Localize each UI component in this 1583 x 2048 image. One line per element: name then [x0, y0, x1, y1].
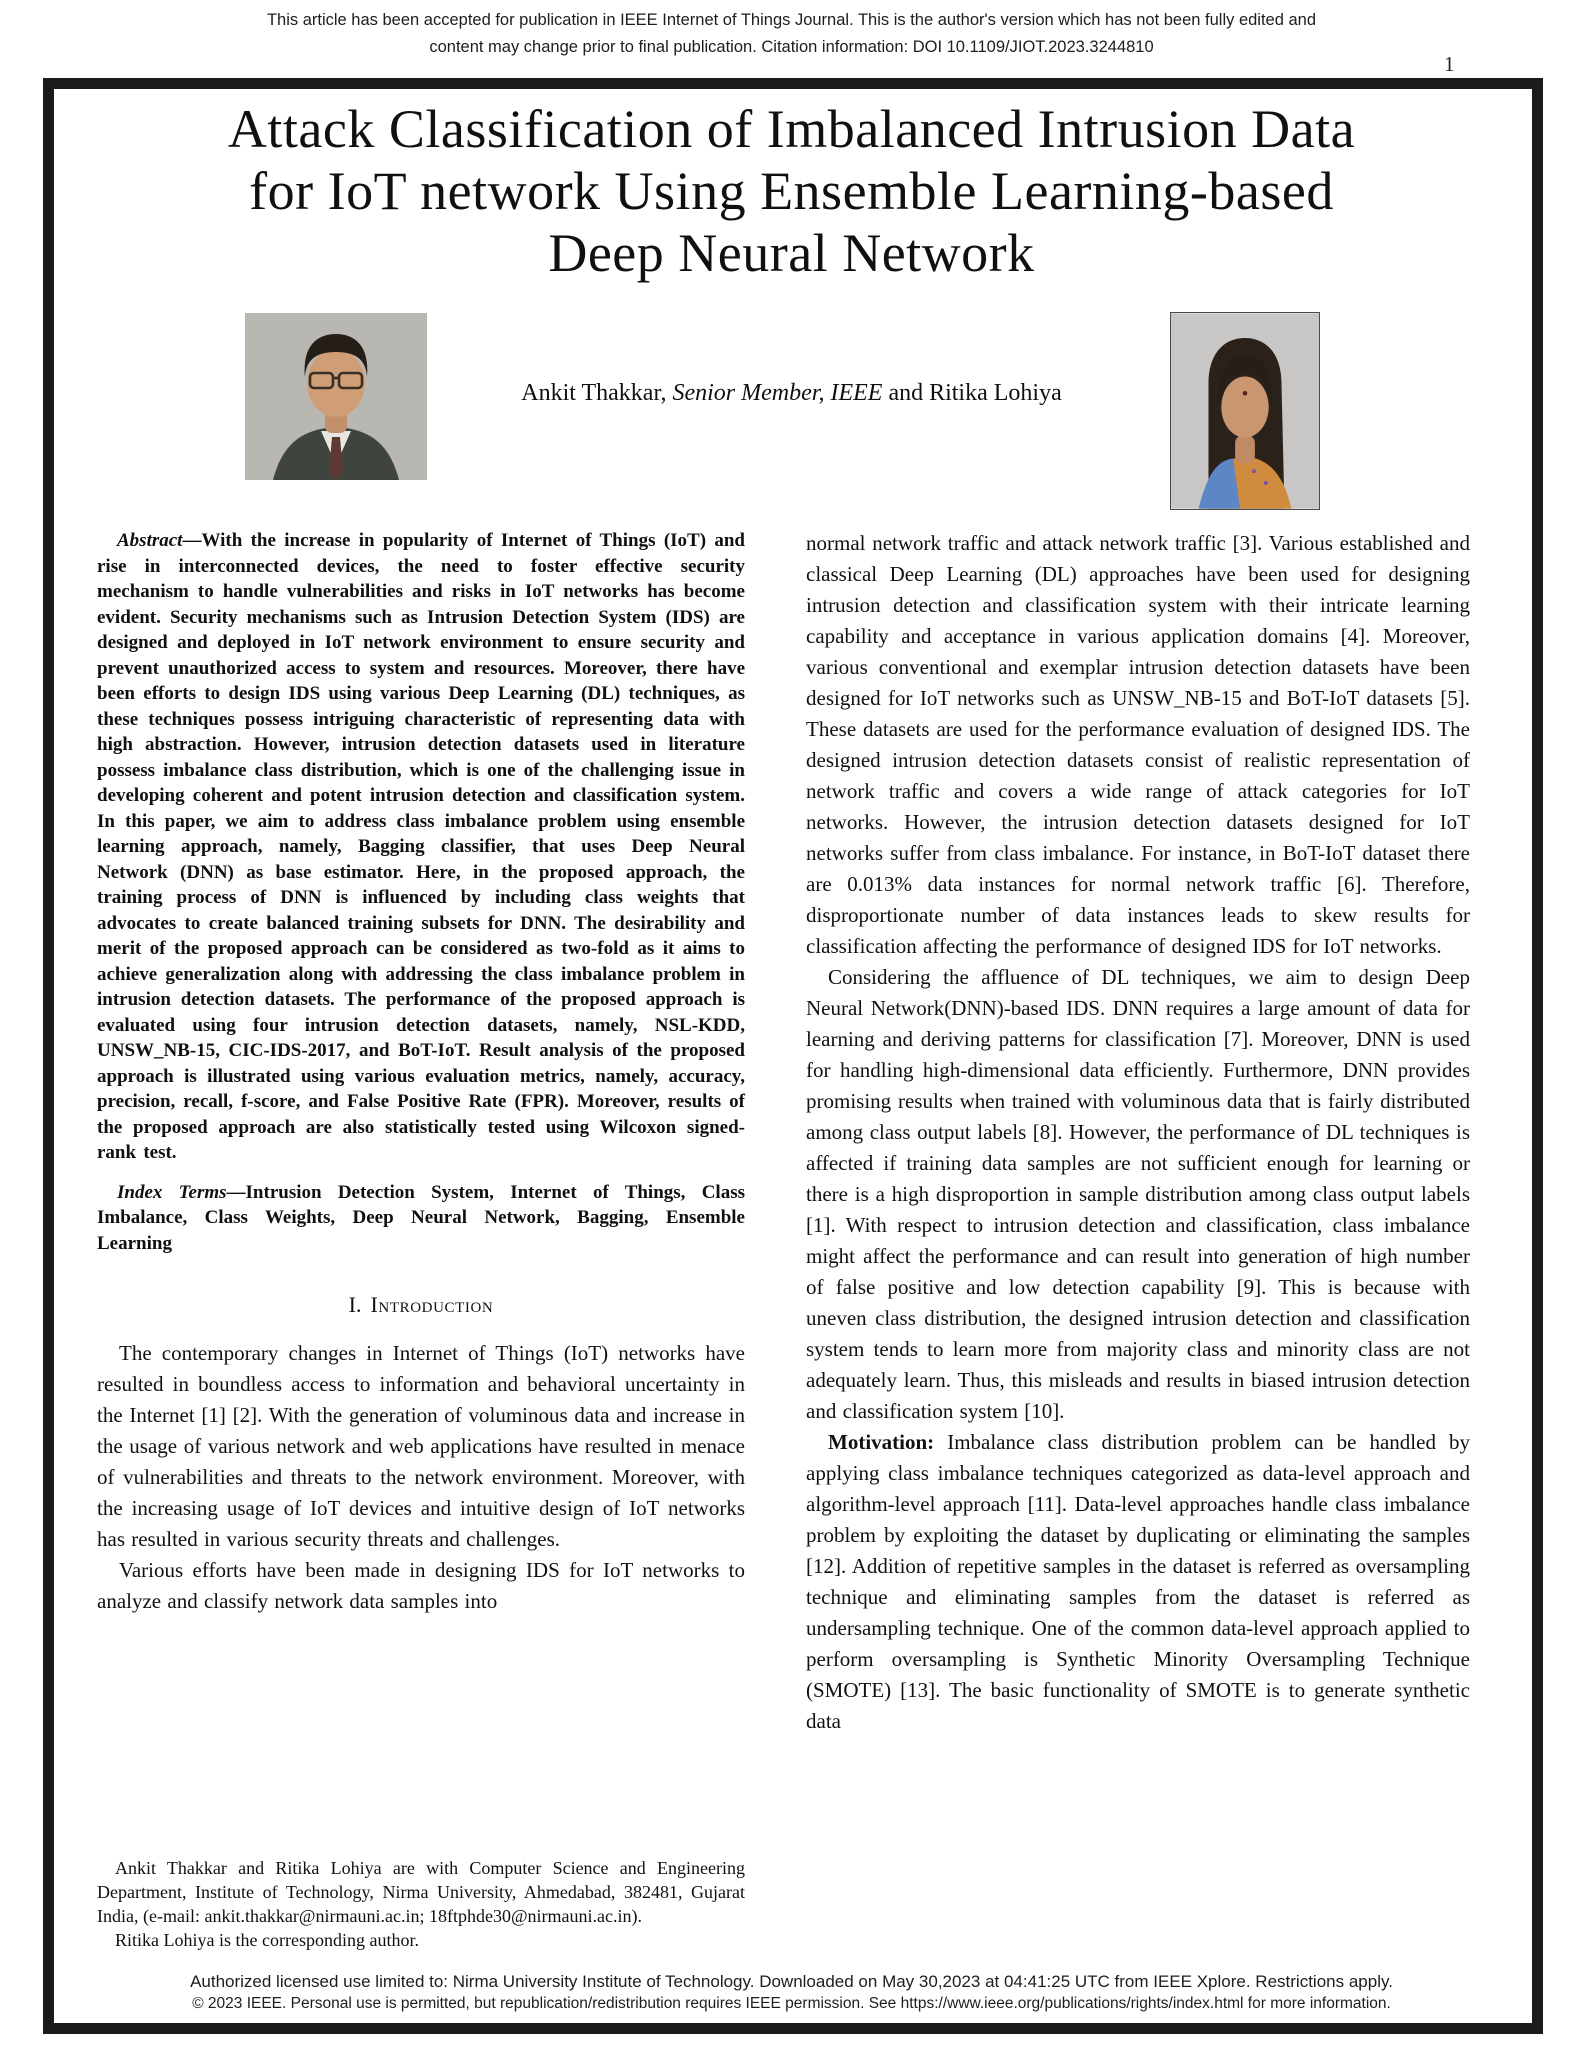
- left-column: [97, 528, 745, 1952]
- intro-paragraph-1: The contemporary changes in Internet of Things (IoT) networks have resulted in boundless access to information and behavioral uncertainty in the Internet [1] [2]. With the generation of voluminous data and increase in the usage of various network and web applications have resulted in menace of vulnerabilities and threats to the network environment. Moreover, with the increasing usage of IoT devices and intuitive design of IoT networks has resulted in various security threats and challenges.: [97, 1341, 745, 1551]
- author-photo-ritika-lohiya: [1170, 312, 1320, 510]
- section-title: Introduction: [370, 1292, 494, 1317]
- footnote-affiliation: Ankit Thakkar and Ritika Lohiya are with Computer Science and Engineering Department, Institute of Technology, Nirma University, Ahmedabad, 382481, Gujarat India, (e-mail: ankit.thakkar@nirmauni.ac.in; 18ftphde30@nirmauni.ac.in).: [97, 1858, 745, 1926]
- acceptance-notice-line-2: content may change prior to final publication. Citation information: DOI 10.1109/JIOT.2023.3244810: [429, 38, 1154, 56]
- abstract: [97, 528, 745, 1166]
- footnote-corresponding-author: Ritika Lohiya is the corresponding author.: [115, 1930, 419, 1950]
- motivation-text: Imbalance class distribution problem can be handled by applying class imbalance techniques categorized as data-level approach and algorithm-level approach [11]. Data-level approaches handle class imbalance problem by exploiting the dataset by duplicating or eliminating the samples [12]. Addition of repetitive samples in the dataset is referred as oversampling technique and eliminating samples from the dataset is referred as undersampling technique. One of the common data-level approach applied to perform oversampling is Synthetic Minority Oversampling Technique (SMOTE) [13]. The basic functionality of SMOTE is to generate synthetic data: [806, 1430, 1470, 1733]
- paper-title-line-1: Attack Classification of Imbalanced Intrusion Data: [227, 99, 1356, 159]
- author-photo-ankit-thakkar: [245, 313, 427, 480]
- motivation-label: Motivation:: [828, 1430, 935, 1454]
- right-column: [806, 528, 1470, 1737]
- index-terms-label: Index Terms: [117, 1181, 227, 1203]
- author-name-1: Ankit Thakkar,: [521, 380, 673, 406]
- paper-title-line-3: Deep Neural Network: [548, 223, 1035, 283]
- page-number: 1: [1444, 52, 1455, 76]
- section-number: I.: [348, 1292, 362, 1317]
- abstract-dash: —: [182, 530, 202, 551]
- index-terms-text: Intrusion Detection System, Internet of Things, Class Imbalance, Class Weights, Deep Neural Network, Bagging, Ensemble Learning: [97, 1181, 745, 1254]
- abstract-text: With the increase in popularity of Internet of Things (IoT) and rise in interconnected devices, the need to foster effective security mechanism to handle vulnerabilities and risks in IoT networks has become evident. Security mechanisms such as Intrusion Detection System (IDS) are designed and deployed in IoT network environment to ensure security and prevent unauthorized access to system and resources. Moreover, there have been efforts to design IDS using various Deep Learning (DL) techniques, as these techniques possess intriguing characteristic of representing data with high abstraction. However, intrusion detection datasets used in literature possess imbalance class distribution, which is one of the challenging issue in developing coherent and potent intrusion detection and classification system. In this paper, we aim to address class imbalance problem using ensemble learning approach, namely, Bagging classifier, that uses Deep Neural Network (DNN) as base estimator. Here, in the proposed approach, the training process of DNN is influenced by including class weights that advocates to create balanced training subsets for DNN. The desirability and merit of the proposed approach can be considered as two-fold as it aims to achieve generalization along with addressing the class imbalance problem in intrusion detection datasets. The performance of the proposed approach is evaluated using four intrusion detection datasets, namely, NSL-KDD, UNSW_NB-15, CIC-IDS-2017, and BoT-IoT. Result analysis of the proposed approach is illustrated using various evaluation metrics, namely, accuracy, precision, recall, f-score, and False Positive Rate (FPR). Moreover, results of the proposed approach are also statistically tested using Wilcoxon signed-rank test.: [97, 530, 745, 1163]
- body-paragraph-dnn: Considering the affluence of DL techniques, we aim to design Deep Neural Network(DNN)-based IDS. DNN requires a large amount of data for learning and deriving patterns for classification [7]. Moreover, DNN is used for handling high-dimensional data efficiently. Furthermore, DNN provides promising results when trained with voluminous data that is fairly distributed among class output labels [8]. However, the performance of DL techniques is affected if training data samples are not sufficient enough for learning or there is a high disproportion in sample distribution among class output labels [1]. With respect to intrusion detection and classification, class imbalance might affect the performance and can result into generation of high number of false positive and low detection capability [9]. This is because with uneven class distribution, the designed intrusion detection and classification system tends to learn more from majority class and minority class are not adequately learn. Thus, this misleads and results in biased intrusion detection and classification system [10].: [806, 965, 1470, 1423]
- index-terms: [97, 1180, 745, 1257]
- body-paragraph-motivation: [806, 1427, 1470, 1737]
- section-heading-introduction: [97, 1292, 745, 1318]
- author-membership: Senior Member, IEEE: [672, 380, 883, 406]
- paper-title-line-2: for IoT network Using Ensemble Learning-based: [249, 161, 1334, 221]
- author-name-2: and Ritika Lohiya: [882, 380, 1062, 406]
- author-footnote: [97, 1856, 745, 1952]
- license-footer-line-1: Authorized licensed use limited to: Nirma University Institute of Technology. Downloaded on May 30,2023 at 04:41:25 UTC from IEEE Xplore. Restrictions apply.: [190, 1972, 1393, 1991]
- acceptance-notice: [0, 7, 1583, 61]
- license-footer-line-2: © 2023 IEEE. Personal use is permitted, but republication/redistribution requires IEEE permission. See https://www.ieee.org/publications/rights/index.html for more information.: [192, 1995, 1391, 2012]
- body-paragraph-continuation: normal network traffic and attack network traffic [3]. Various established and classical Deep Learning (DL) approaches have been used for designing intrusion detection and classification system with their intricate learning capability and acceptance in various application domains [4]. Moreover, various conventional and exemplar intrusion detection datasets have been designed for IoT networks such as UNSW_NB-15 and BoT-IoT datasets [5]. These datasets are used for the performance evaluation of designed IDS. The designed intrusion detection datasets consist of realistic representation of network traffic and covers a wide range of attack categories for IoT networks. However, the intrusion detection datasets designed for IoT networks suffer from class imbalance. For instance, in BoT-IoT dataset there are 0.013% data instances for normal network traffic [6]. Therefore, disproportionate number of data instances leads to skew results for classification affecting the performance of designed IDS for IoT networks.: [806, 531, 1470, 958]
- portrait-woman-icon: [1171, 313, 1319, 509]
- portrait-man-icon: [245, 313, 427, 480]
- author-line: [0, 380, 1583, 407]
- paper-title: [0, 98, 1583, 284]
- index-terms-dash: —: [226, 1181, 246, 1203]
- abstract-label: Abstract: [117, 530, 183, 551]
- license-footer: [0, 1971, 1583, 2014]
- acceptance-notice-line-1: This article has been accepted for publication in IEEE Internet of Things Journal. This is the author's version which has not been fully edited and: [266, 11, 1317, 29]
- intro-paragraph-2: Various efforts have been made in designing IDS for IoT networks to analyze and classify network data samples into: [97, 1558, 745, 1613]
